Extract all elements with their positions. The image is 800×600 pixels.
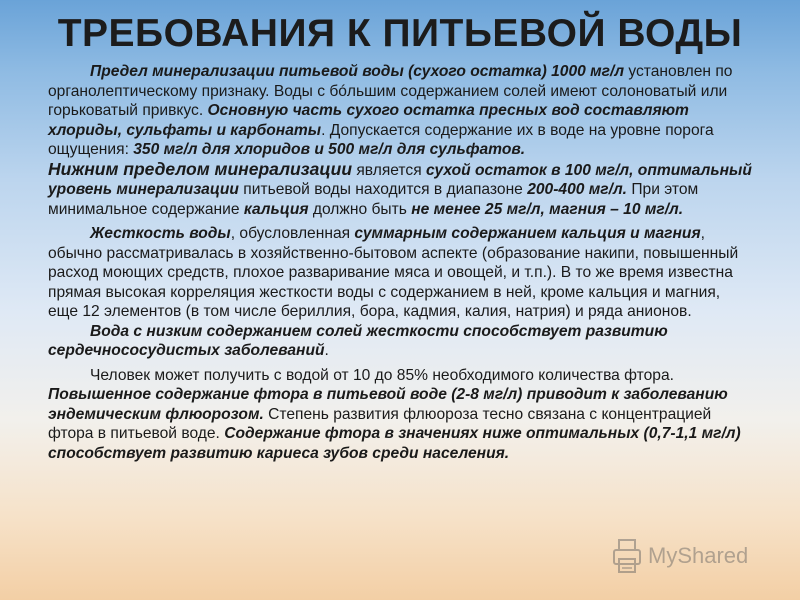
text-dry-residue-composition: Основную часть сухого остатка пресных вод составляют хлориды, сульфаты и карбонаты	[48, 102, 689, 139]
text-lower-limit-3: сухой остаток в 100 мг/л, оптимальный уровень минерализации	[48, 161, 752, 198]
text-threshold: . Допускается содержание их в воде на уровне порога ощущения:	[48, 121, 714, 158]
text-fluorosis: Повышенное содержание фтора в питьевой воде (2-8 мг/л) приводит к заболеванию эндемическим флюорозом.	[48, 386, 728, 423]
text-hardness-2: , обусловленная	[230, 225, 355, 242]
text-lower-limit-2: является	[352, 161, 426, 179]
printer-icon	[612, 538, 642, 574]
watermark-text: MyShared	[648, 543, 749, 568]
slide-body	[48, 62, 754, 463]
text-fluorine-3: Степень развития флюороза тесно связана с концентрацией фтора в питьевой воде.	[48, 405, 712, 442]
slide-title: ТРЕБОВАНИЯ К ПИТЬЕВОЙ ВОДЫ	[57, 12, 743, 55]
text-calcium: кальция	[243, 200, 309, 218]
text-lower-limit-6: При этом минимальное содержание	[48, 181, 699, 218]
text-hardness-3: суммарным содержанием кальция и магния	[354, 225, 701, 242]
text-chloride-sulfate-limits: 350 мг/л для хлоридов и 500 мг/л для сульфатов.	[133, 141, 526, 158]
watermark	[612, 534, 772, 578]
text-hardness-4: , обычно рассматривалась в хозяйственно-бытовом аспекте (образование накипи, повышенный расход моющих средств, плохое разваривание мяса и овощей, и т.п.). В то же время известна прямая высокая корреляция жесткости воды с содержанием в ней, кроме кальция и магния, еще 12 элементов (в том числе бериллия, бора, кадмия, калия, натрия) и ряда анионов.	[48, 225, 739, 320]
text-organoleptic: установлен по органолептическому признаку. Воды с бóльшим содержанием солей имеют солоноватый или горьковатый привкус.	[48, 63, 733, 119]
text-lower-limit-4: питьевой воды находится в диапазоне	[238, 181, 528, 198]
paragraph-fluorine	[48, 366, 754, 464]
text-caries: Содержание фтора в значениях ниже оптимальных (0,7-1,1 мг/л) способствует развитию кариеса зубов среди населения.	[48, 425, 741, 462]
text-calcium-magnesium-min: не менее 25 мг/л, магния – 10 мг/л.	[411, 200, 684, 218]
text-hardness-heading: Жесткость воды	[90, 225, 231, 242]
text-cardio-2: .	[324, 342, 329, 359]
text-optimal-range: 200-400 мг/л.	[527, 181, 627, 198]
paragraph-lower-limit	[48, 160, 754, 220]
text-lower-limit-heading: Нижним пределом минерализации	[48, 158, 353, 179]
paragraph-mineralization	[48, 62, 754, 160]
text-fluorine-1: Человек может получить с водой от 10 до 85% необходимого количества фтора.	[90, 366, 674, 384]
text-mineralization-limit: Предел минерализации питьевой воды (сухого остатка) 1000 мг/л	[90, 63, 625, 80]
paragraph-hardness	[48, 224, 754, 322]
text-lower-limit-8: должно быть	[308, 200, 412, 218]
text-cardio-risk: Вода с низким содержанием солей жесткости способствует развитию сердечнососудистых заболеваний	[48, 322, 668, 359]
paragraph-cardio	[48, 322, 754, 361]
